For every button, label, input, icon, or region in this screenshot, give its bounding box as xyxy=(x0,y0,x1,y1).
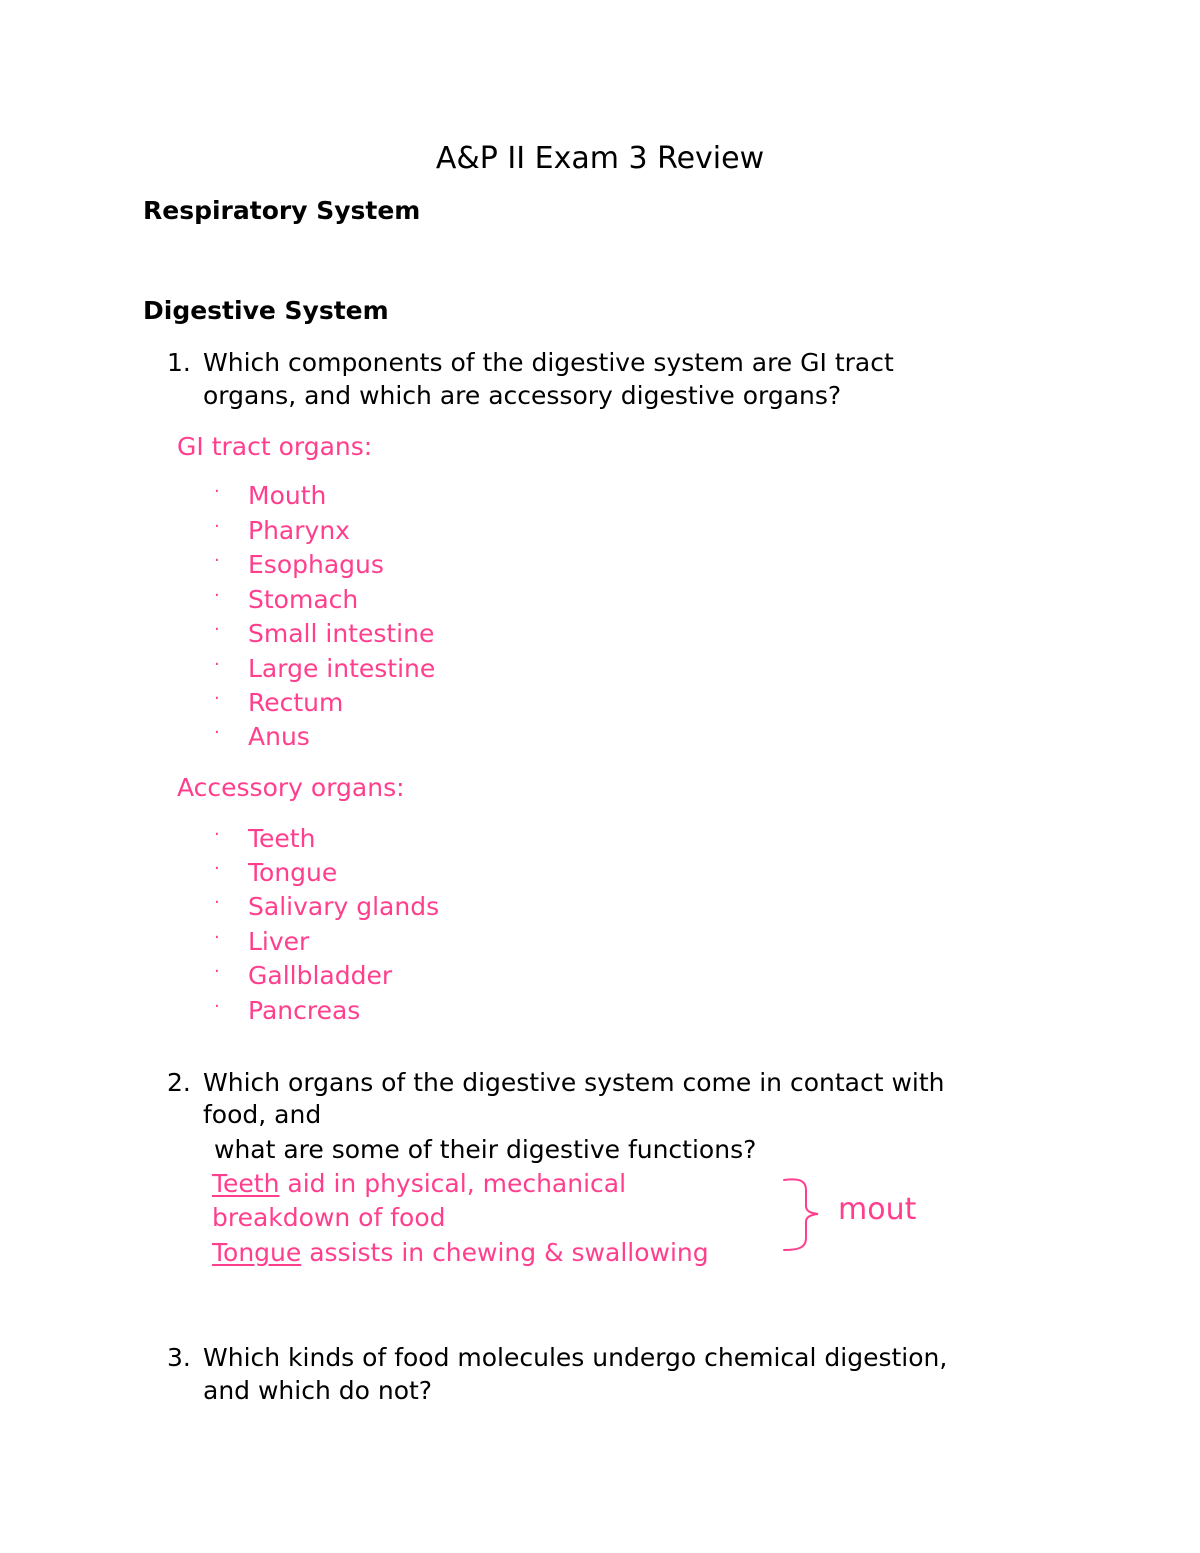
page-title: A&P II Exam 3 Review xyxy=(435,141,765,176)
gi-tract-label: GI tract organs: xyxy=(177,432,373,461)
answer-teeth-line-2: breakdown of food xyxy=(212,1203,446,1232)
question-2 xyxy=(167,1066,945,1100)
accessory-label: Accessory organs: xyxy=(177,773,405,802)
bullet-icon: · xyxy=(214,516,220,537)
question-number: 1. xyxy=(167,348,191,377)
bullet-icon: · xyxy=(214,892,220,913)
bullet-icon: · xyxy=(214,722,220,743)
bullet-icon: · xyxy=(214,585,220,606)
question-1-line-2: organs, and which are accessory digestive organs? xyxy=(203,381,842,410)
answer-tongue: Tongue assists in chewing & swallowing xyxy=(212,1238,709,1267)
bullet-icon: · xyxy=(214,654,220,675)
question-2-line-3: what are some of their digestive functions? xyxy=(214,1135,757,1164)
bullet-icon: · xyxy=(214,619,220,640)
handwritten-annotation: mout xyxy=(838,1192,917,1227)
answer-term: Tongue xyxy=(212,1238,302,1267)
question-text: Which components of the digestive system are GI tract xyxy=(203,348,894,377)
bullet-icon: · xyxy=(214,996,220,1017)
bullet-icon: · xyxy=(214,824,220,845)
bullet-icon: · xyxy=(214,858,220,879)
answer-term: Teeth xyxy=(212,1169,280,1198)
question-number: 2. xyxy=(167,1068,191,1097)
question-number: 3. xyxy=(167,1343,191,1372)
question-text: Which organs of the digestive system come in contact with xyxy=(203,1068,945,1097)
section-heading-digestive: Digestive System xyxy=(143,296,389,325)
question-text: Which kinds of food molecules undergo chemical digestion, xyxy=(203,1343,948,1372)
handwritten-brace-icon xyxy=(780,1176,830,1258)
question-2-line-2: food, and xyxy=(203,1100,322,1129)
section-heading-respiratory: Respiratory System xyxy=(143,196,421,225)
question-3-line-2: and which do not? xyxy=(203,1376,433,1405)
bullet-icon: · xyxy=(214,481,220,502)
bullet-icon: · xyxy=(214,688,220,709)
bullet-icon: · xyxy=(214,961,220,982)
question-3 xyxy=(167,1341,947,1375)
bullet-icon: · xyxy=(214,927,220,948)
answer-teeth: Teeth aid in physical, mechanical xyxy=(212,1169,627,1198)
question-1 xyxy=(167,346,894,380)
bullet-icon: · xyxy=(214,550,220,571)
